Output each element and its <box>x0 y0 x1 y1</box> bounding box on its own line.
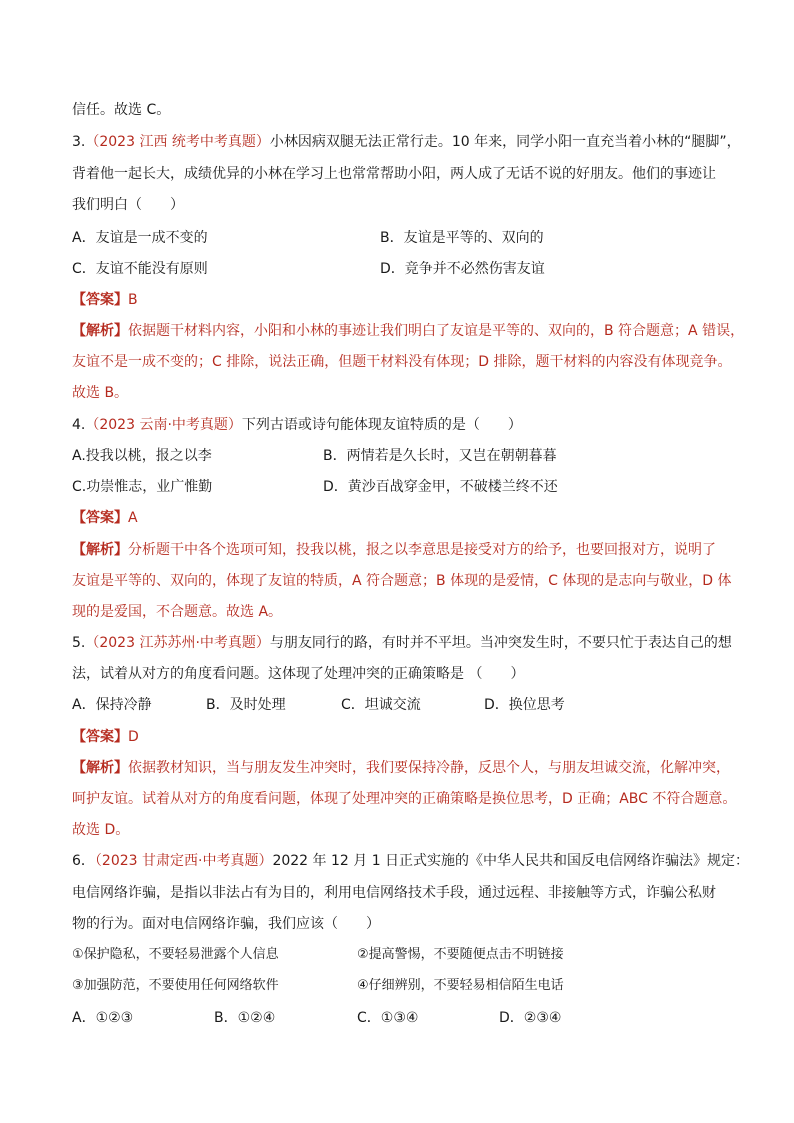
analysis-text: 依据教材知识，当与朋友发生冲突时，我们要保持冷静，反思个人，与朋友坦诚交流，化解冲突， <box>128 760 730 776</box>
answer-label: 【答案】 <box>72 510 128 526</box>
question-5-analysis-line-2: 呵护友谊。试着从对方的角度看问题，体现了处理冲突的正确策略是换位思考，D 正确；ABC 不符合题意。 <box>72 791 737 807</box>
question-4-analysis-line-3: 现的是爱国，不合题意。故选 A。 <box>72 604 283 620</box>
question-5-option-b: B．及时处理 <box>206 697 286 713</box>
question-3-line-3: 我们明白（ ） <box>72 197 184 213</box>
question-3-option-d: D．竞争并不必然伤害友谊 <box>380 261 545 277</box>
question-6-option-c: C．①③④ <box>357 1010 419 1026</box>
answer-value: D <box>128 729 139 745</box>
question-5-stem: 与朋友同行的路，有时并不平坦。当冲突发生时，不要只忙于表达自己的想 <box>269 635 732 651</box>
question-4-line-1 <box>72 415 522 435</box>
question-4-option-a: A.投我以桃，报之以李 <box>72 448 212 464</box>
question-6-option-d: D．②③④ <box>499 1010 562 1026</box>
question-3-analysis-line-1 <box>72 321 744 341</box>
question-3-option-a: A．友谊是一成不变的 <box>72 230 208 246</box>
answer-value: A <box>128 510 138 526</box>
question-4-number: 4. <box>72 417 86 433</box>
question-4-analysis-line-2: 友谊是平等的、双向的，体现了友谊的特质，A 符合题意；B 体现的是爱情，C 体现的是志向与敬业，D 体 <box>72 573 732 589</box>
question-5-option-a: A．保持冷静 <box>72 697 152 713</box>
question-6-item-1: ①保护隐私，不要轻易泄露个人信息 <box>72 947 279 962</box>
question-4-answer <box>72 508 138 528</box>
question-4-source: （2023 云南·中考真题） <box>85 417 242 433</box>
question-5-number: 5. <box>72 635 86 651</box>
analysis-label: 【解析】 <box>72 760 128 776</box>
question-6-line-2: 电信网络诈骗，是指以非法占有为目的，利用电信网络技术手段，通过远程、非接触等方式，诈骗公私财 <box>72 885 716 901</box>
question-5-source: （2023 江苏苏州·中考真题） <box>85 635 270 651</box>
question-3-source: （2023 江西 统考中考真题） <box>85 134 270 150</box>
answer-value: B <box>128 292 138 308</box>
question-6-source: （2023 甘肃定西·中考真题） <box>94 853 273 869</box>
analysis-text: 依据题干材料内容，小阳和小林的事迹让我们明白了友谊是平等的、双向的，B 符合题意；A 错误， <box>128 323 745 339</box>
answer-label: 【答案】 <box>72 729 128 745</box>
analysis-label: 【解析】 <box>72 323 128 339</box>
question-5-answer <box>72 727 139 747</box>
question-4-option-c: C.功崇惟志，业广惟勤 <box>72 479 213 495</box>
question-3-analysis-line-3: 故选 B。 <box>72 385 129 401</box>
question-4-analysis-line-1 <box>72 540 716 560</box>
question-4-option-d: D．黄沙百战穿金甲，不破楼兰终不还 <box>323 479 558 495</box>
question-6-option-a: A．①②③ <box>72 1010 134 1026</box>
question-3-line-1 <box>72 132 741 152</box>
question-6-item-3: ③加强防范，不要使用任何网络软件 <box>72 978 279 993</box>
question-6-item-4: ④仔细辨别，不要轻易相信陌生电话 <box>357 978 564 993</box>
question-6-number: 6． <box>72 853 95 869</box>
question-3-line-2: 背着他一起长大，成绩优异的小林在学习上也常常帮助小阳，两人成了无话不说的好朋友。他们的事迹让 <box>72 166 716 182</box>
question-6-line-3: 物的行为。面对电信网络诈骗，我们应该（ ） <box>72 916 380 932</box>
question-6-option-b: B．①②④ <box>214 1010 276 1026</box>
question-5-line-2: 法，试着从对方的角度看问题。这体现了处理冲突的正确策略是 （ ） <box>72 666 525 682</box>
question-3-option-c: C．友谊不能没有原则 <box>72 261 208 277</box>
question-6-line-1 <box>72 851 749 871</box>
question-3-stem: 小林因病双腿无法正常行走。10 年来，同学小阳一直充当着小林的“腿脚”， <box>269 134 741 150</box>
question-3-answer <box>72 290 138 310</box>
question-3-option-b: B．友谊是平等的、双向的 <box>380 230 544 246</box>
question-5-option-d: D．换位思考 <box>484 697 565 713</box>
question-5-analysis-line-3: 故选 D。 <box>72 822 130 838</box>
question-5-option-c: C．坦诚交流 <box>341 697 421 713</box>
question-5-line-1 <box>72 633 732 653</box>
question-4-stem: 下列古语或诗句能体现友谊特质的是（ ） <box>241 417 522 433</box>
question-6-stem: 2022 年 12 月 1 日正式实施的《中华人民共和国反电信网络诈骗法》规定： <box>272 853 750 869</box>
question-3-number: 3. <box>72 134 86 150</box>
question-4-option-b: B．两情若是久长时，又岂在朝朝暮暮 <box>323 448 557 464</box>
answer-label: 【答案】 <box>72 292 128 308</box>
question-3-analysis-line-2: 友谊不是一成不变的；C 排除，说法正确，但题干材料没有体现；D 排除，题干材料的内容没有体现竞争。 <box>72 354 732 370</box>
question-6-item-2: ②提高警惕，不要随便点击不明链接 <box>357 947 564 962</box>
analysis-label: 【解析】 <box>72 542 128 558</box>
previous-answer-tail: 信任。故选 C。 <box>72 102 171 118</box>
analysis-text: 分析题干中各个选项可知，投我以桃，报之以李意思是接受对方的给予，也要回报对方，说明了 <box>128 542 716 558</box>
question-5-analysis-line-1 <box>72 758 730 778</box>
